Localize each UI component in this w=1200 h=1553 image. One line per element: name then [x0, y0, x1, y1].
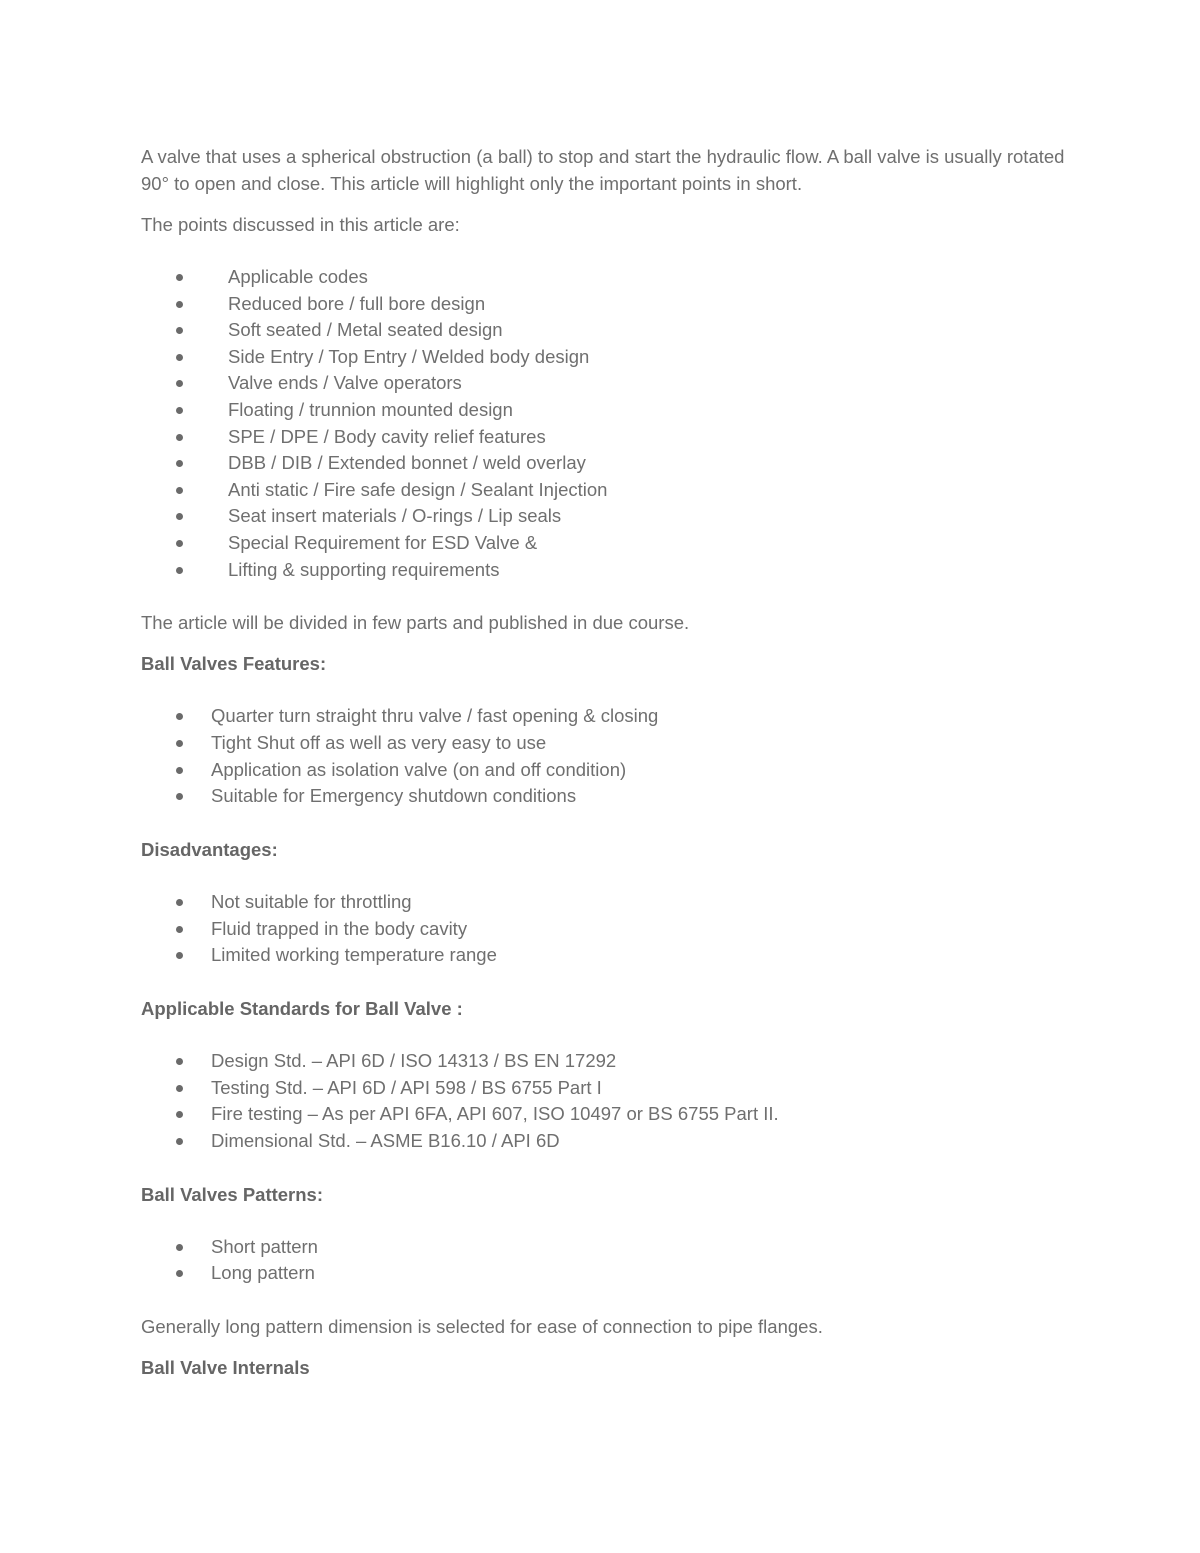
disadvantages-list [141, 889, 1081, 969]
list-item: Soft seated / Metal seated design [141, 317, 1081, 344]
list-item: Quarter turn straight thru valve / fast opening & closing [141, 703, 1081, 730]
list-item: Design Std. – API 6D / ISO 14313 / BS EN 17292 [141, 1048, 1081, 1075]
disadvantages-heading: Disadvantages: [141, 838, 278, 860]
intro-paragraph: A valve that uses a spherical obstruction (a ball) to stop and start the hydraulic flow. A ball valve is usually rotated 90° to open and close. This article will highlight only the important points in short. [141, 146, 1065, 194]
division-note: The article will be divided in few parts and published in due course. [141, 612, 690, 634]
list-item: Fluid trapped in the body cavity [141, 916, 1081, 943]
list-item: Long pattern [141, 1260, 1081, 1287]
features-heading: Ball Valves Features: [141, 653, 327, 675]
points-list [141, 264, 1081, 583]
list-item: Dimensional Std. – ASME B16.10 / API 6D [141, 1128, 1081, 1155]
list-item: Applicable codes [141, 264, 1081, 291]
standards-heading: Applicable Standards for Ball Valve : [141, 997, 463, 1019]
standards-list [141, 1048, 1081, 1155]
patterns-note: Generally long pattern dimension is selected for ease of connection to pipe flanges. [141, 1316, 823, 1338]
list-item: Seat insert materials / O-rings / Lip seals [141, 503, 1081, 530]
list-item: Application as isolation valve (on and off condition) [141, 757, 1081, 784]
list-item: Valve ends / Valve operators [141, 370, 1081, 397]
document-page [141, 143, 1081, 1407]
list-item: Testing Std. – API 6D / API 598 / BS 6755 Part I [141, 1075, 1081, 1102]
list-item: Not suitable for throttling [141, 889, 1081, 916]
patterns-heading: Ball Valves Patterns: [141, 1183, 324, 1205]
list-item: Short pattern [141, 1234, 1081, 1261]
list-item: Tight Shut off as well as very easy to use [141, 730, 1081, 757]
patterns-list [141, 1234, 1081, 1287]
internals-heading: Ball Valve Internals [141, 1357, 310, 1379]
list-item: Fire testing – As per API 6FA, API 607, ISO 10497 or BS 6755 Part II. [141, 1101, 1081, 1128]
list-item: Special Requirement for ESD Valve & [141, 530, 1081, 557]
list-item: Reduced bore / full bore design [141, 291, 1081, 318]
list-item: Lifting & supporting requirements [141, 557, 1081, 584]
list-item: DBB / DIB / Extended bonnet / weld overlay [141, 450, 1081, 477]
points-lead: The points discussed in this article are: [141, 214, 460, 235]
list-item: Anti static / Fire safe design / Sealant Injection [141, 477, 1081, 504]
list-item: SPE / DPE / Body cavity relief features [141, 424, 1081, 451]
list-item: Limited working temperature range [141, 942, 1081, 969]
list-item: Suitable for Emergency shutdown conditions [141, 783, 1081, 810]
features-list [141, 703, 1081, 810]
list-item: Floating / trunnion mounted design [141, 397, 1081, 424]
list-item: Side Entry / Top Entry / Welded body design [141, 344, 1081, 371]
